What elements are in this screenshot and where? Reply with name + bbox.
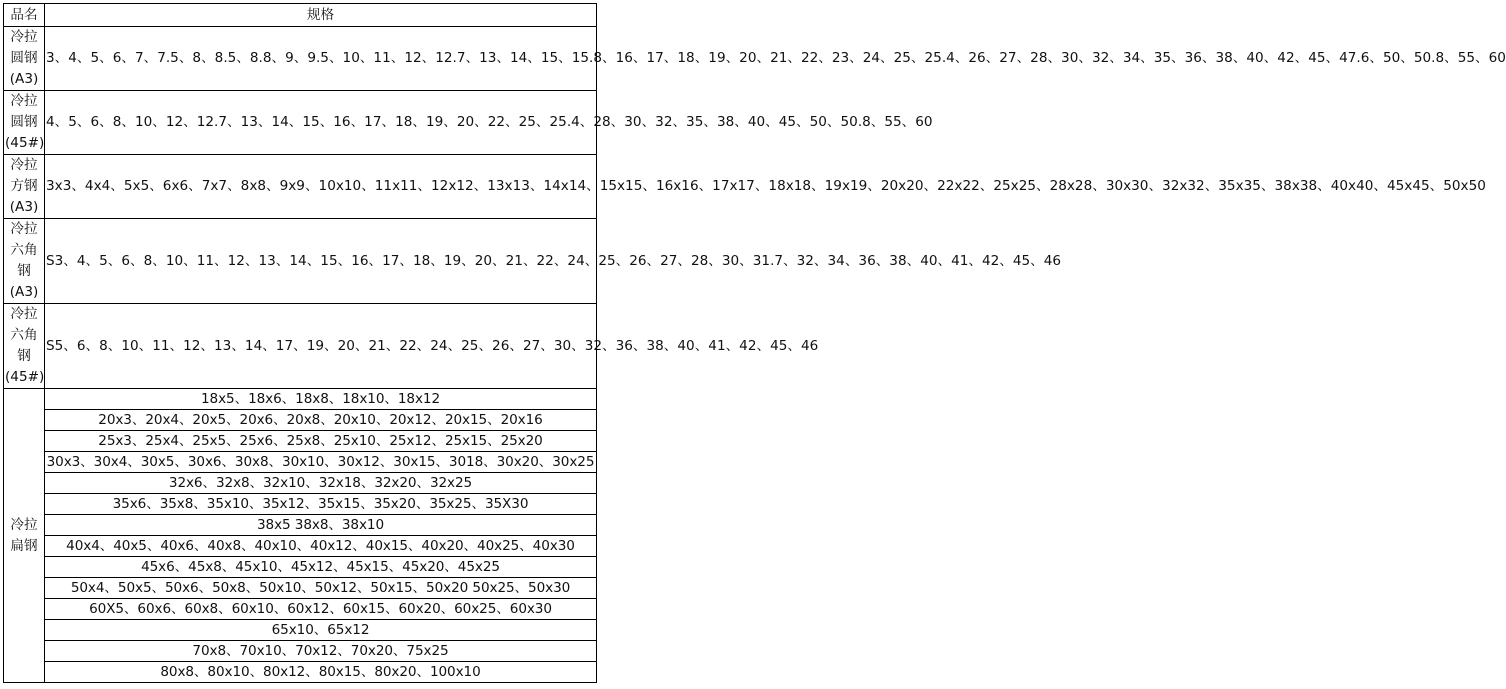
product-name-line: (A3) [9, 199, 39, 215]
product-name-line: 圆钢 [10, 50, 38, 66]
product-name-line: (A3) [9, 284, 39, 300]
product-name-line: 钢 [17, 263, 31, 279]
product-name [4, 304, 45, 389]
flat-steel-specs: 38x5 38x8、38x10 [45, 515, 597, 536]
flat-steel-specs: 25x3、25x4、25x5、25x6、25x8、25x10、25x12、25x15、25x20 [45, 431, 597, 452]
flat-steel-specs: 30x3、30x4、30x5、30x6、30x8、30x10、30x12、30x15、3018、30x20、30x25 [45, 452, 597, 473]
product-row [4, 155, 597, 219]
flat-steel-row [4, 620, 597, 641]
spec-table [3, 3, 1506, 683]
product-name-line: 冷拉 [10, 157, 38, 173]
product-name-line: 冷拉 [10, 306, 38, 322]
product-name-line: 六角 [10, 327, 38, 343]
flat-steel-specs: 60X5、60x6、60x8、60x10、60x12、60x15、60x20、60x25、60x30 [45, 599, 597, 620]
flat-steel-specs: 20x3、20x4、20x5、20x6、20x8、20x10、20x12、20x15、20x16 [45, 410, 597, 431]
flat-steel-specs: 45x6、45x8、45x10、45x12、45x15、45x20、45x25 [45, 557, 597, 578]
flat-steel-row [4, 557, 597, 578]
flat-steel-specs: 32x6、32x8、32x10、32x18、32x20、32x25 [45, 473, 597, 494]
header-row [4, 4, 597, 27]
flat-steel-row [4, 431, 597, 452]
header-product-name: 品名 [4, 4, 45, 27]
flat-steel-row [4, 389, 597, 410]
flat-steel-row [4, 452, 597, 473]
flat-steel-row [4, 515, 597, 536]
product-name [4, 91, 45, 155]
product-name-line: (45#) [5, 369, 45, 385]
product-row [4, 27, 597, 91]
product-name [4, 155, 45, 219]
flat-steel-specs: 80x8、80x10、80x12、80x15、80x20、100x10 [45, 662, 597, 683]
flat-steel-row [4, 641, 597, 662]
product-specs: 4、5、6、8、10、12、12.7、13、14、15、16、17、18、19、20、22、25、25.4、28、30、32、35、38、40、45、50、50.8、55、60 [45, 91, 597, 155]
product-row [4, 304, 597, 389]
product-name-line: 冷拉 [10, 29, 38, 45]
flat-steel-specs: 18x5、18x6、18x8、18x10、18x12 [45, 389, 597, 410]
product-name-line: 冷拉 [10, 516, 38, 533]
flat-steel-row [4, 578, 597, 599]
product-name-line: (A3) [9, 71, 39, 87]
product-name-line: 六角 [10, 242, 38, 258]
product-name [4, 219, 45, 304]
product-name-line: 圆钢 [10, 114, 38, 130]
header-specification: 规格 [45, 4, 597, 27]
product-name-line: 方钢 [10, 178, 38, 194]
flat-steel-row [4, 494, 597, 515]
flat-steel-row [4, 662, 597, 683]
product-specs: S5、6、8、10、11、12、13、14、17、19、20、21、22、24、25、26、27、30、32、36、38、40、41、42、45、46 [45, 304, 597, 389]
flat-steel-specs: 40x4、40x5、40x6、40x8、40x10、40x12、40x15、40x20、40x25、40x30 [45, 536, 597, 557]
flat-steel-specs: 35x6、35x8、35x10、35x12、35x15、35x20、35x25、35X30 [45, 494, 597, 515]
product-name [4, 27, 45, 91]
product-row [4, 219, 597, 304]
flat-steel-row [4, 536, 597, 557]
product-name-line: 冷拉 [10, 93, 38, 109]
product-name [4, 389, 45, 683]
flat-steel-specs: 50x4、50x5、50x6、50x8、50x10、50x12、50x15、50x20 50x25、50x30 [45, 578, 597, 599]
flat-steel-specs: 65x10、65x12 [45, 620, 597, 641]
flat-steel-row [4, 410, 597, 431]
product-name-line: 冷拉 [10, 221, 38, 237]
flat-steel-row [4, 599, 597, 620]
flat-steel-specs: 70x8、70x10、70x12、70x20、75x25 [45, 641, 597, 662]
product-specs: 3x3、4x4、5x5、6x6、7x7、8x8、9x9、10x10、11x11、12x12、13x13、14x14、15x15、16x16、17x17、18x18、19x19、20x20、22x22、25x25、28x28、30x30、32x32、35x35、38x38、40x40、45x45、50x50 [45, 155, 597, 219]
product-name-line: 钢 [17, 348, 31, 364]
product-specs: 3、4、5、6、7、7.5、8、8.5、8.8、9、9.5、10、11、12、12.7、13、14、15、15.8、16、17、18、19、20、21、22、23、24、25、25.4、26、27、28、30、32、34、35、36、38、40、42、45、47.6、50、50.8、55、60 [45, 27, 597, 91]
product-specs: S3、4、5、6、8、10、11、12、13、14、15、16、17、18、19、20、21、22、24、25、26、27、28、30、31.7、32、34、36、38、40、41、42、45、46 [45, 219, 597, 304]
product-name-line: 扁钢 [10, 537, 38, 554]
product-name-line: (45#) [5, 135, 45, 151]
flat-steel-row [4, 473, 597, 494]
product-row [4, 91, 597, 155]
